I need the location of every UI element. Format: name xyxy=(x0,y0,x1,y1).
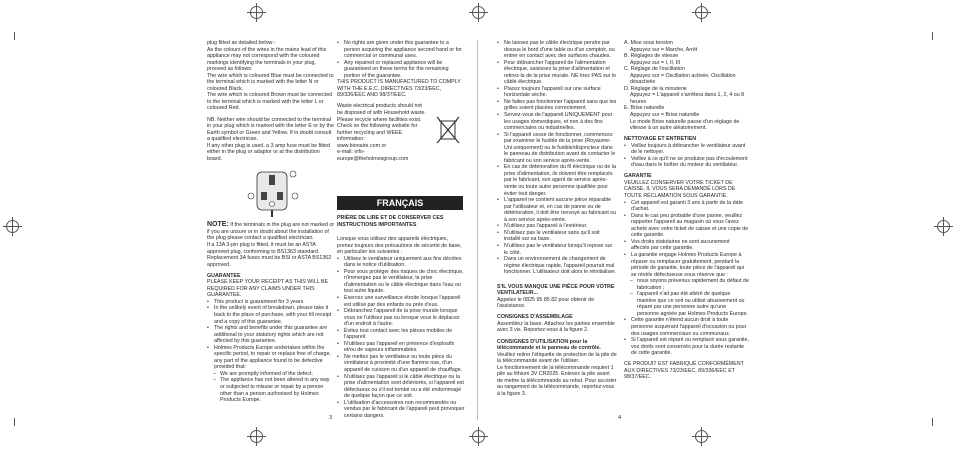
crop-mark xyxy=(14,32,15,40)
control-line: Appuyez sur = Oscillation activée, Oscillation désactivée xyxy=(630,72,736,86)
wiring-intro: plug fitted as detailed below:- As the colours of the wires in the mains lead of this appliance may not correspond with the coloured markings identifying the terminals in your plug, proceed as follows: The wire which is coloured Blue must be connected to the terminal which is marked with the letter N or coloured Black. The wire which is coloured Brown must be connected to the terminal which is marked with the letter L or coloured Red. xyxy=(207,40,334,112)
remote-text: Veuillez retirer l'étiquette de protection de la pile de la télécommande avant de l'utiliser. Le fonctionnement de la télécommande requiert 1 pile au lithium 3V CR2025. Enlevez la pile avant de mettre la télécommande au rebut. Pour accéder au rangement de la télécommande, reportez-vous à la figure 3. xyxy=(497,351,617,397)
control-line: D. Réglage de la minuterie xyxy=(624,85,687,92)
list-item: • Dans le cas peu probable d'une panne, veuillez rapporter l'appareil au magasin où vous l'avez acheté avec votre ticket de caisse et une copie de cette garantie. xyxy=(624,213,749,239)
registration-mark-icon xyxy=(695,430,708,443)
cleaning-list xyxy=(624,143,749,169)
list-item: • Ne mettez pas le ventilateur ou toute pièce du ventilateur à proximité d'une flamme nue, d'un appareil de cuisson ou d'un appareil de chauffage. xyxy=(337,354,465,374)
list-item: • N'utilisez pas le ventilateur lorsqu'il repose sur le côté. xyxy=(497,243,617,256)
registration-mark-icon xyxy=(472,6,485,19)
list-item: – We are promptly informed of the defect. xyxy=(213,371,335,378)
list-item: • Veillez toujours à débrancher le ventilateur avant de le nettoyer. xyxy=(624,143,749,156)
fr-safety-list xyxy=(337,256,465,420)
registration-mark-icon xyxy=(250,430,263,443)
cleaning-heading: NETTOYAGE ET ENTRETIEN xyxy=(624,136,697,143)
list-item: • This product is guaranteed for 3 years. xyxy=(207,299,335,306)
control-line: E. Brise naturelle xyxy=(624,105,665,112)
fr-instructions-heading: PRIÈRE DE LIRE ET DE CONSERVER CES INSTRUCTIONS IMPORTANTES xyxy=(337,215,444,228)
page-number-left: 3 xyxy=(329,415,333,421)
weee-text: Waste electrical products should not be disposed of with Household waste. Please recycle where facilities exist. Check on the following website for further recycling and WEEE information: www.bionaire.com or e-mail: info-europe@theholmesgroup.com xyxy=(337,103,426,162)
assembly-text: Assemblez la base. Attachez les parties ensemble avec 3 vis. Reportez-vous à la figure 2. xyxy=(497,320,615,334)
guarantee-heading: GUARANTEE xyxy=(207,272,241,279)
fr-intro: Lorsque vous utilisez des appareils électriques, prenez toujours des précautions de sécurité de base, en particulier les suivantes : xyxy=(337,236,462,256)
note-paragraph xyxy=(207,222,335,242)
list-item: • Servez-vous de l'appareil UNIQUEMENT pour les usages domestiques, et non à des fins commerciales ou industrielles. xyxy=(497,112,617,132)
list-item: • Débranchez l'appareil de la prise murale lorsque vous ne l'utilisez pas ou lorsque vous le déplacez d'un endroit à l'autre. xyxy=(337,308,465,328)
guarantee-receipt-note: PLEASE KEEP YOUR RECEIPT AS THIS WILL BE REQUIRED FOR ANY CLAIMS UNDER THIS GUARANTEE. xyxy=(207,279,328,299)
list-item: • Dans un environnement de changement de régime électrique rapide, l'appareil pourrait mal fonctionner. L'utilisateur doit alors le réinitialiser. xyxy=(497,256,617,276)
list-item: • N'utilisez pas le ventilateur sans qu'il soit installé sur sa base. xyxy=(497,230,617,243)
list-item: • The rights and benefits under this guarantee are additional to your statutory rights which are not affected by this guarantee. xyxy=(207,325,335,345)
registration-mark-icon xyxy=(6,220,19,233)
note-label: NOTE: xyxy=(207,221,229,229)
list-item: • Vos droits statutaires ne sont aucunement affectés par cette garantie. xyxy=(624,239,749,252)
directives-statement: THIS PRODUCT IS MANUFACTURED TO COMPLY WITH THE E.E.C. DIRECTIVES 73/23/EEC, 89/336/EEC AND 98/37/EEC. xyxy=(337,79,461,99)
guarantee-fr-list-2 xyxy=(624,317,749,356)
remote-heading: CONSIGNES D'UTILISATION pour la télécommande et le panneau de contrôle. xyxy=(497,338,601,352)
list-item: • En cas de détérioration du fil électrique ou de la prise d'alimentation, ils doivent être remplacés par le fabricant, son agent de service après-vente ou toute autre personne qualifiée pour éviter tout danger. xyxy=(497,164,617,197)
list-item: • Veillez à ce qu'il ne se produise pas d'écoulement d'eau dans le boîtier du moteur du ventilateur. xyxy=(624,156,749,169)
weee-block xyxy=(337,103,465,162)
column-3 xyxy=(497,40,617,397)
control-line: C. Réglage de l'oscillation xyxy=(624,66,685,73)
control-line: Appuyez sur = I, II, III xyxy=(630,59,681,66)
list-item: • L'appareil ne contient aucune pièce réparable par l'utilisateur et, en cas de panne ou de détérioration, il doit être renvoyé au fabricant ou à son service après-vente. xyxy=(497,197,617,223)
fr-safety-list-continued xyxy=(497,40,617,276)
list-item: – l'appareil n'ait pas été altéré de quelque manière que ce soit ou utilisé abusivement ou réparé par une personne autre qu'une personne agréée par Holmes Products Europe. xyxy=(630,291,749,317)
guarantee-fr-text: VEUILLEZ CONSERVER VOTRE TICKET DE CAISSE, IL VOUS SERA DEMANDÉ LORS DE TOUTE RÉCLAMATION SOUS GARANTIE. xyxy=(624,179,736,200)
missing-part-text: Appelez le 0825 95 85 82 pour obtenir de l'assistance. xyxy=(497,296,595,310)
control-line: Le mode Brise naturelle passe d'un réglage de vitesse à un autre aléatoirement. xyxy=(630,118,740,132)
guarantee-continued-list xyxy=(337,40,465,79)
guarantee-list xyxy=(207,299,335,371)
registration-mark-icon xyxy=(472,430,485,443)
list-item: • Utilisez le ventilateur uniquement aux fins décrites dans le notice d'utilisation. xyxy=(337,256,465,269)
note-text: If the terminals in the plug are not marked or if you are unsure or in doubt about the installation of the plug please contact a qualified electrician. xyxy=(207,222,335,242)
column-4 xyxy=(624,40,749,381)
crop-mark xyxy=(932,418,933,426)
list-item: • Placez toujours l'appareil sur une surface horizontale sèche. xyxy=(497,86,617,99)
list-item: • La garantie engage Holmes Products Europe à réparer ou remplacer gratuitement, pendant la période de garantie, toute pièce de l'appareil qui se révèle défectueuse sous réserve que : xyxy=(624,252,749,278)
column-2 xyxy=(337,40,465,162)
control-line: Appuyez = L'appareil s'arrêtera dans 1, 2, 4 ou 8 heures xyxy=(630,92,745,105)
uk-plug-icon xyxy=(243,166,303,218)
crossed-bin-icon xyxy=(435,115,461,145)
list-item: • Any repaired or replaced appliance will be guaranteed on these terms for the remaining portion of the guarantee. xyxy=(337,60,465,80)
list-item: • Si l'appareil est réparé ou remplacé sous garantie, vos droits sont conservés pour la durée restante de cette garantie. xyxy=(624,337,749,357)
list-item: • In the unlikely event of breakdown, please take it back to the place of purchase, with your till receipt and a copy of this guarantee. xyxy=(207,305,335,325)
crop-mark xyxy=(14,418,15,426)
guarantee-fr-list xyxy=(624,200,749,279)
plug-diagram xyxy=(207,166,335,218)
list-item: • N'utilisez pas l'appareil si le câble électrique ou la prise d'alimentation sont détériorés, si l'appareil est défectueux ou s'il est tombé ou a été endommagé de quelque façon que ce soit. xyxy=(337,374,465,400)
language-banner: FRANÇAIS xyxy=(337,196,463,210)
registration-mark-icon xyxy=(937,220,950,233)
list-item: – The appliance has not been altered in any way or subjected to misuse or repair by a person other than a person authorised by Holmes Products Europe. xyxy=(213,377,335,403)
list-item: • Évitez tout contact avec les pièces mobiles de l'appareil. xyxy=(337,328,465,341)
list-item: – nous soyons prévenus rapidement du défaut de fabrication ; xyxy=(630,278,749,291)
control-line: A. Mise sous tension xyxy=(624,40,673,46)
conformity-statement: CE PRODUIT EST FABRIQUÉ CONFORMÉMENT AUX DIRECTIVES 73/23/EEC, 89/336/EEC ET 98/37/EEC. xyxy=(624,361,744,381)
column-1 xyxy=(207,40,335,404)
list-item: • Holmes Products Europe undertakes within the specific period, to repair or replace free of charge, any part of the appliance found to be defective provided that: xyxy=(207,345,335,371)
list-item: • Cet appareil est garanti 3 ans à partir de la date d'achat. xyxy=(624,200,749,213)
list-item: • L'utilisation d'accessoires non recommandés ou vendus par le fabricant de l'appareil peut provoquer certains dangers. xyxy=(337,400,465,420)
list-item: • Ne laissez pas le câble électrique pendre par dessus le bord d'une table ou d'un comptoir, ou entrer en contact avec des surfaces chaudes. xyxy=(497,40,617,60)
assembly-heading: CONSIGNES D'ASSEMBLAGE xyxy=(497,314,573,321)
wiring-nb: NB. Neither wire should be connected to the terminal in your plug which is marked with the letter E or by the Earth symbol or Green and Yellow. If in doubt consult a qualified electrician. If any other plug is used, a 3 amp fuse must be fitted either in the plug or adaptor or at the distribution board. xyxy=(207,116,334,162)
list-item: • Exercez une surveillance étroite lorsque l'appareil est utilisé par des enfants ou près d'eux. xyxy=(337,295,465,308)
control-line: Appuyez sur = Marche, Arrêt xyxy=(630,46,698,53)
control-line: Appuyez sur = Brise naturelle xyxy=(630,112,700,119)
fuse-note: If a 13A 3-pin plug is fitted, it must be an ASTA approved plug, conforming to BS1363 standard. Replacement 3A fuses must be BSI or ASTA BS1362 approved. xyxy=(207,241,332,268)
list-item: • Cette garantie n'étend aucun droit à toute personne acquérant l'appareil d'occasion ou pour des usages commerciaux ou communaux. xyxy=(624,317,749,337)
column-2-french xyxy=(337,215,465,419)
crop-mark xyxy=(932,32,933,40)
guarantee-sublist xyxy=(207,371,335,404)
page-number-right: 4 xyxy=(618,415,622,421)
registration-mark-icon xyxy=(695,6,708,19)
list-item: • No rights are given under this guarantee to a person acquiring the appliance second hand or for commercial or communal uses. xyxy=(337,40,465,60)
page-fold xyxy=(477,40,478,420)
control-line: B. Réglages de vitesse xyxy=(624,53,679,60)
guarantee-fr-sublist xyxy=(624,278,749,317)
list-item: • Pour vous protéger des risques de choc électrique, n'immergez pas le ventilateur, la prise d'alimentation ou le câble électrique dans l'eau ou tout autre liquide. xyxy=(337,269,465,295)
list-item: • N'utilisez pas l'appareil à l'extérieur. xyxy=(497,223,617,230)
missing-part-heading: S'IL VOUS MANQUE UNE PIÈCE POUR VOTRE VENTILATEUR... xyxy=(497,283,615,297)
list-item: • Ne faites pas fonctionner l'appareil sans que les grilles soient placées correctement. xyxy=(497,99,617,112)
list-item: • Pour débrancher l'appareil de l'alimentation électrique, saisissez la prise d'alimentation et retirez-la de la prise murale. NE tirez PAS sur le câble électrique. xyxy=(497,60,617,86)
list-item: • Si l'appareil cesse de fonctionner, commencez par examiner le fusible de la prise (Royaume-Uni uniquement) ou le fusible/disjoncteur dans le panneau de distribution avant de contacter le fabricant ou son service après-vente. xyxy=(497,132,617,165)
list-item: • N'utilisez pas l'appareil en présence d'explosifs et/ou de vapeurs inflammables. xyxy=(337,341,465,354)
guarantee-fr-heading: GARANTIE xyxy=(624,173,652,180)
registration-mark-icon xyxy=(250,6,263,19)
